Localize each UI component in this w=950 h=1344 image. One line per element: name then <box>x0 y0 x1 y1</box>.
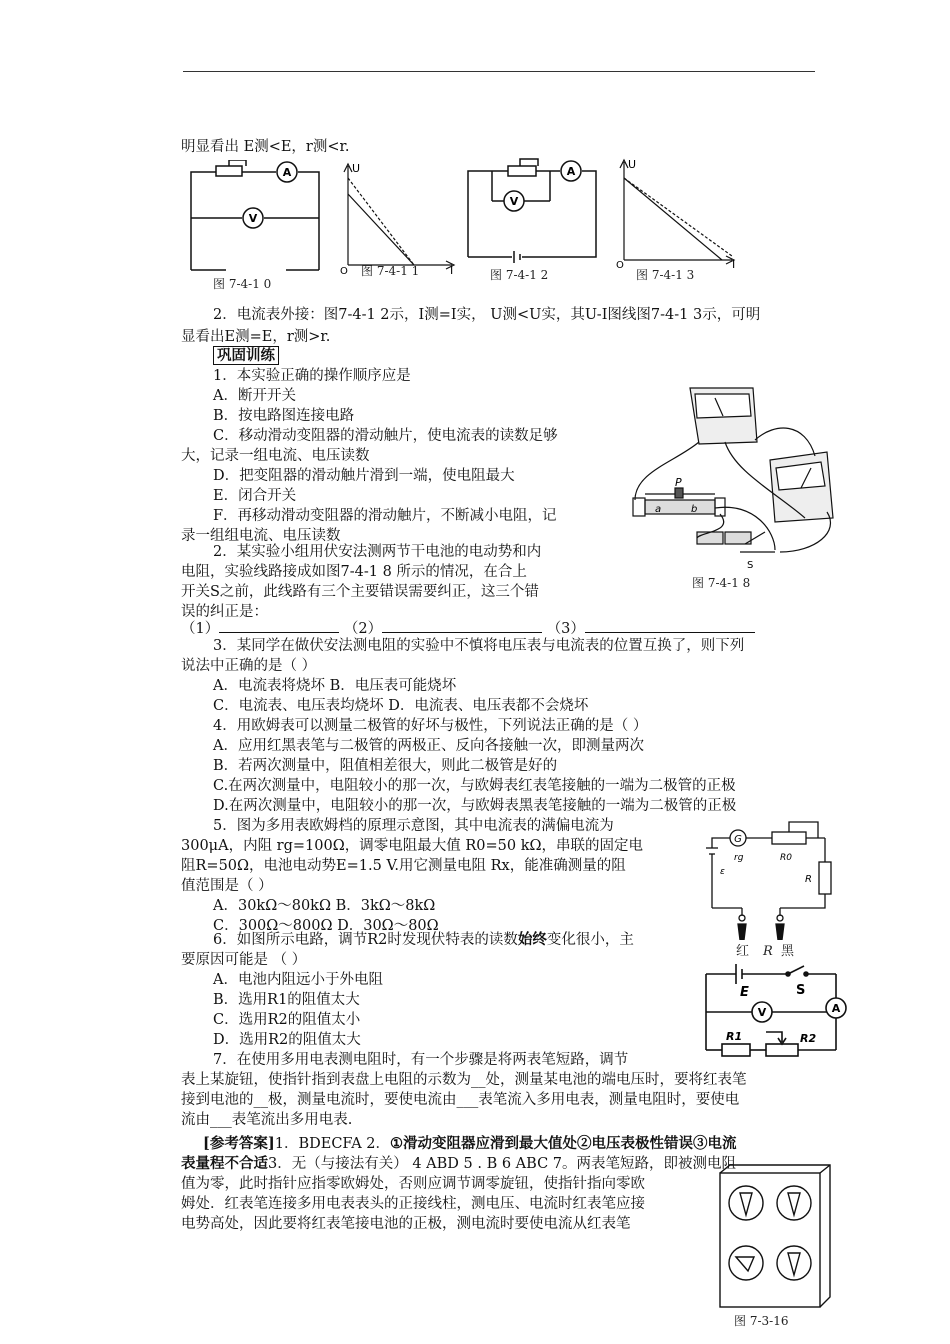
q6-circuit-figure <box>696 962 848 1060</box>
figure-7-4-12-caption: 图 7-4-1 2 <box>490 268 549 282</box>
svg-text:ε: ε <box>720 867 725 877</box>
svg-text:R1: R1 <box>726 1030 743 1043</box>
q5-options-ab: A．30kΩ～80kΩ B．3kΩ～8kΩ <box>213 898 436 914</box>
svg-text:R2: R2 <box>800 1032 817 1045</box>
q6-line2: 要原因可能是 （ ） <box>181 952 307 968</box>
svg-text:V: V <box>509 195 519 208</box>
q5-line2: 300μA，内阻 rg=100Ω，调零电阻最大值 R0=50 kΩ，串联的固定电 <box>181 838 644 854</box>
figure-7-3-16-multimeter <box>714 1163 834 1311</box>
voltmeter-icon <box>504 191 524 211</box>
figure-7-3-16-caption: 图 7-3-16 <box>734 1314 789 1328</box>
q2-blank-3-label: （3） <box>546 621 585 637</box>
q2-blank-3[interactable] <box>585 618 755 633</box>
svg-text:P: P <box>675 476 682 489</box>
q2-line4: 误的纠正是： <box>181 604 268 620</box>
para2-line1: 2．电流表外接：图7-4-1 2示，I测=I实， U测<U实，其U-I图线图7-4-1 3示，可明 <box>213 307 761 323</box>
q2-blank-1-label: （1） <box>181 621 220 637</box>
voltmeter-icon <box>752 1002 772 1022</box>
figure-7-4-13-caption: 图 7-4-1 3 <box>636 268 695 282</box>
q1-option-f2: 录一组组电流、电压读数 <box>181 528 341 544</box>
figure-7-4-10-caption: 图 7-4-1 0 <box>213 277 272 291</box>
q3-options-ab: A．电流表将烧坏 B．电压表可能烧坏 <box>213 678 457 694</box>
answer-line5: 电势高处，因此要将红表笔接电池的正极，测电流时要使电流从红表笔 <box>181 1216 631 1232</box>
svg-text:V: V <box>248 212 258 225</box>
q1-stem: 1．本实验正确的操作顺序应是 <box>213 368 411 384</box>
q4-option-c: C.在两次测量中，电阻较小的那一次，与欧姆表红表笔接触的一端为二极管的正极 <box>213 778 736 794</box>
voltmeter-icon <box>243 208 263 228</box>
probe-label-black: 黑 <box>781 944 795 959</box>
q6-line1: 6．如图所示电路，调节R2时发现伏特表的读数始终变化很小，主 <box>213 931 634 948</box>
svg-text:I: I <box>732 258 736 268</box>
header-rule <box>183 71 815 72</box>
figure-7-4-18-caption: 图 7-4-1 8 <box>692 576 751 590</box>
figure-7-4-13-graph <box>610 156 745 268</box>
answer-line3: 值为零，此时指针应指零欧姆处，否则应调节调零旋钮，使指针指向零欧 <box>181 1176 645 1192</box>
q7-line4: 流由___表笔流出多用电表. <box>181 1112 353 1128</box>
q2-blank-2-label: （2） <box>343 621 383 637</box>
q4-option-b: B．若两次测量中，阻值相差很大，则此二极管是好的 <box>213 758 558 774</box>
q1-option-c1: C．移动滑动变阻器的滑动触片，使电流表的读数足够 <box>213 428 558 444</box>
q6-option-a: A．电池内阻远小于外电阻 <box>213 972 383 988</box>
q7-line1: 7．在使用多用电表测电阻时，有一个步骤是将两表笔短路，调节 <box>213 1052 629 1068</box>
q3-options-cd: C．电流表、电压表均烧坏 D．电流表、电压表都不会烧坏 <box>213 698 589 714</box>
svg-text:S: S <box>796 983 806 998</box>
svg-text:A: A <box>566 165 576 178</box>
svg-text:S: S <box>747 560 754 571</box>
q5-line3: 阻R=50Ω，电池电动势E=1.5 V.用它测量电阻 Rx，能准确测量的阻 <box>181 858 626 874</box>
svg-text:A: A <box>831 1002 841 1015</box>
q2-blank-2[interactable] <box>382 618 542 633</box>
svg-text:O: O <box>340 266 348 275</box>
answer-line2: 表量程不合适3．无（与接法有关） 4 ABD 5 . B 6 ABC 7。两表笔短路，即被测电阻 <box>181 1155 737 1172</box>
q2-line2: 电阻，实验线路接成如图7-4-1 8 所示的情况，在合上 <box>181 564 527 580</box>
para2-line2: 显看出E测=E，r测>r. <box>181 329 331 345</box>
q3-line2: 说法中正确的是（ ） <box>181 658 317 674</box>
q6-option-b: B．选用R1的阻值太大 <box>213 992 360 1008</box>
q3-line1: 3．某同学在做伏安法测电阻的实验中不慎将电压表与电流表的位置互换了，则下列 <box>213 638 745 654</box>
q1-option-a: A．断开开关 <box>213 388 296 404</box>
figure-7-4-11-graph <box>334 160 464 275</box>
q1-option-f1: F．再移动滑动变阻器的滑动触片，不断减小电阻，记 <box>213 508 557 524</box>
svg-text:b: b <box>691 504 698 515</box>
svg-text:R: R <box>805 874 812 885</box>
svg-text:U: U <box>628 158 637 171</box>
q2-blank-1[interactable] <box>219 618 339 633</box>
ohmmeter-principle-figure <box>700 808 835 940</box>
q2-line3: 开关S之前，此线路有三个主要错误需要纠正，这三个错 <box>181 584 539 600</box>
q2-line1: 2．某实验小组用伏安法测两节干电池的电动势和内 <box>213 544 542 560</box>
svg-text:G: G <box>734 834 742 845</box>
svg-text:rg: rg <box>734 853 744 863</box>
svg-text:R0: R0 <box>780 853 792 863</box>
q1-option-c2: 大，记录一组电流、电压读数 <box>181 448 370 464</box>
q5-line1: 5．图为多用表欧姆档的原理示意图，其中电流表的满偏电流为 <box>213 818 614 834</box>
q5-line4: 值范围是（ ） <box>181 878 273 894</box>
section-title: 巩固训练 <box>213 346 279 366</box>
q1-option-e: E．闭合开关 <box>213 488 297 504</box>
ammeter-icon <box>826 998 846 1018</box>
ammeter-icon <box>277 162 297 182</box>
svg-text:O: O <box>616 260 624 268</box>
q1-option-d: D．把变阻器的滑动触片滑到一端，使电阻最大 <box>213 468 515 484</box>
figure-7-4-18-apparatus <box>615 382 840 572</box>
answer-line1: [参考答案]1．BDECFA 2．①滑动变阻器应滑到最大值处②电压表极性错误③电流 <box>203 1135 737 1152</box>
q5-options-cd: C．300Ω～800Ω D．30Ω～80Ω <box>213 918 439 934</box>
figure-7-4-12-circuit <box>464 157 604 265</box>
q4-option-a: A．应用红黑表笔与二极管的两极正、反向各接触一次，即测量两次 <box>213 738 644 754</box>
q1-option-b: B．按电路图连接电路 <box>213 408 355 424</box>
q7-line3: 接到电池的__极，测量电流时，要使电流由___表笔流入多用电表，测量电阻时，要使电 <box>181 1092 740 1108</box>
q4-line1: 4．用欧姆表可以测量二极管的好坏与极性，下列说法正确的是（ ） <box>213 718 648 734</box>
intro-line: 明显看出 E测<E，r测<r. <box>181 139 350 155</box>
probe-label-red: 红 <box>736 944 750 959</box>
ammeter-icon <box>561 161 581 181</box>
q6-option-c: C．选用R2的阻值太小 <box>213 1012 361 1028</box>
svg-text:U: U <box>352 162 361 175</box>
figure-7-4-11-caption: 图 7-4-1 1 <box>361 264 420 278</box>
q4-option-d: D.在两次测量中，电阻较小的那一次，与欧姆表黑表笔接触的一端为二极管的正极 <box>213 798 737 814</box>
figure-7-4-10-circuit <box>186 160 326 275</box>
q7-line2: 表上某旋钮，使指针指到表盘上电阻的示数为__处，测量某电池的端电压时，要将红表笔 <box>181 1072 747 1088</box>
svg-text:E: E <box>740 985 749 1000</box>
q6-option-d: D．选用R2的阻值太大 <box>213 1032 361 1048</box>
svg-text:A: A <box>282 166 292 179</box>
galvanometer-icon <box>730 830 746 846</box>
svg-text:a: a <box>655 504 662 515</box>
probe-label-r: R <box>763 944 773 959</box>
answer-line4: 姆处．红表笔连接多用电表表头的正接线柱，测电压、电流时红表笔应接 <box>181 1196 645 1212</box>
svg-text:V: V <box>757 1006 767 1019</box>
svg-text:I: I <box>450 264 454 275</box>
